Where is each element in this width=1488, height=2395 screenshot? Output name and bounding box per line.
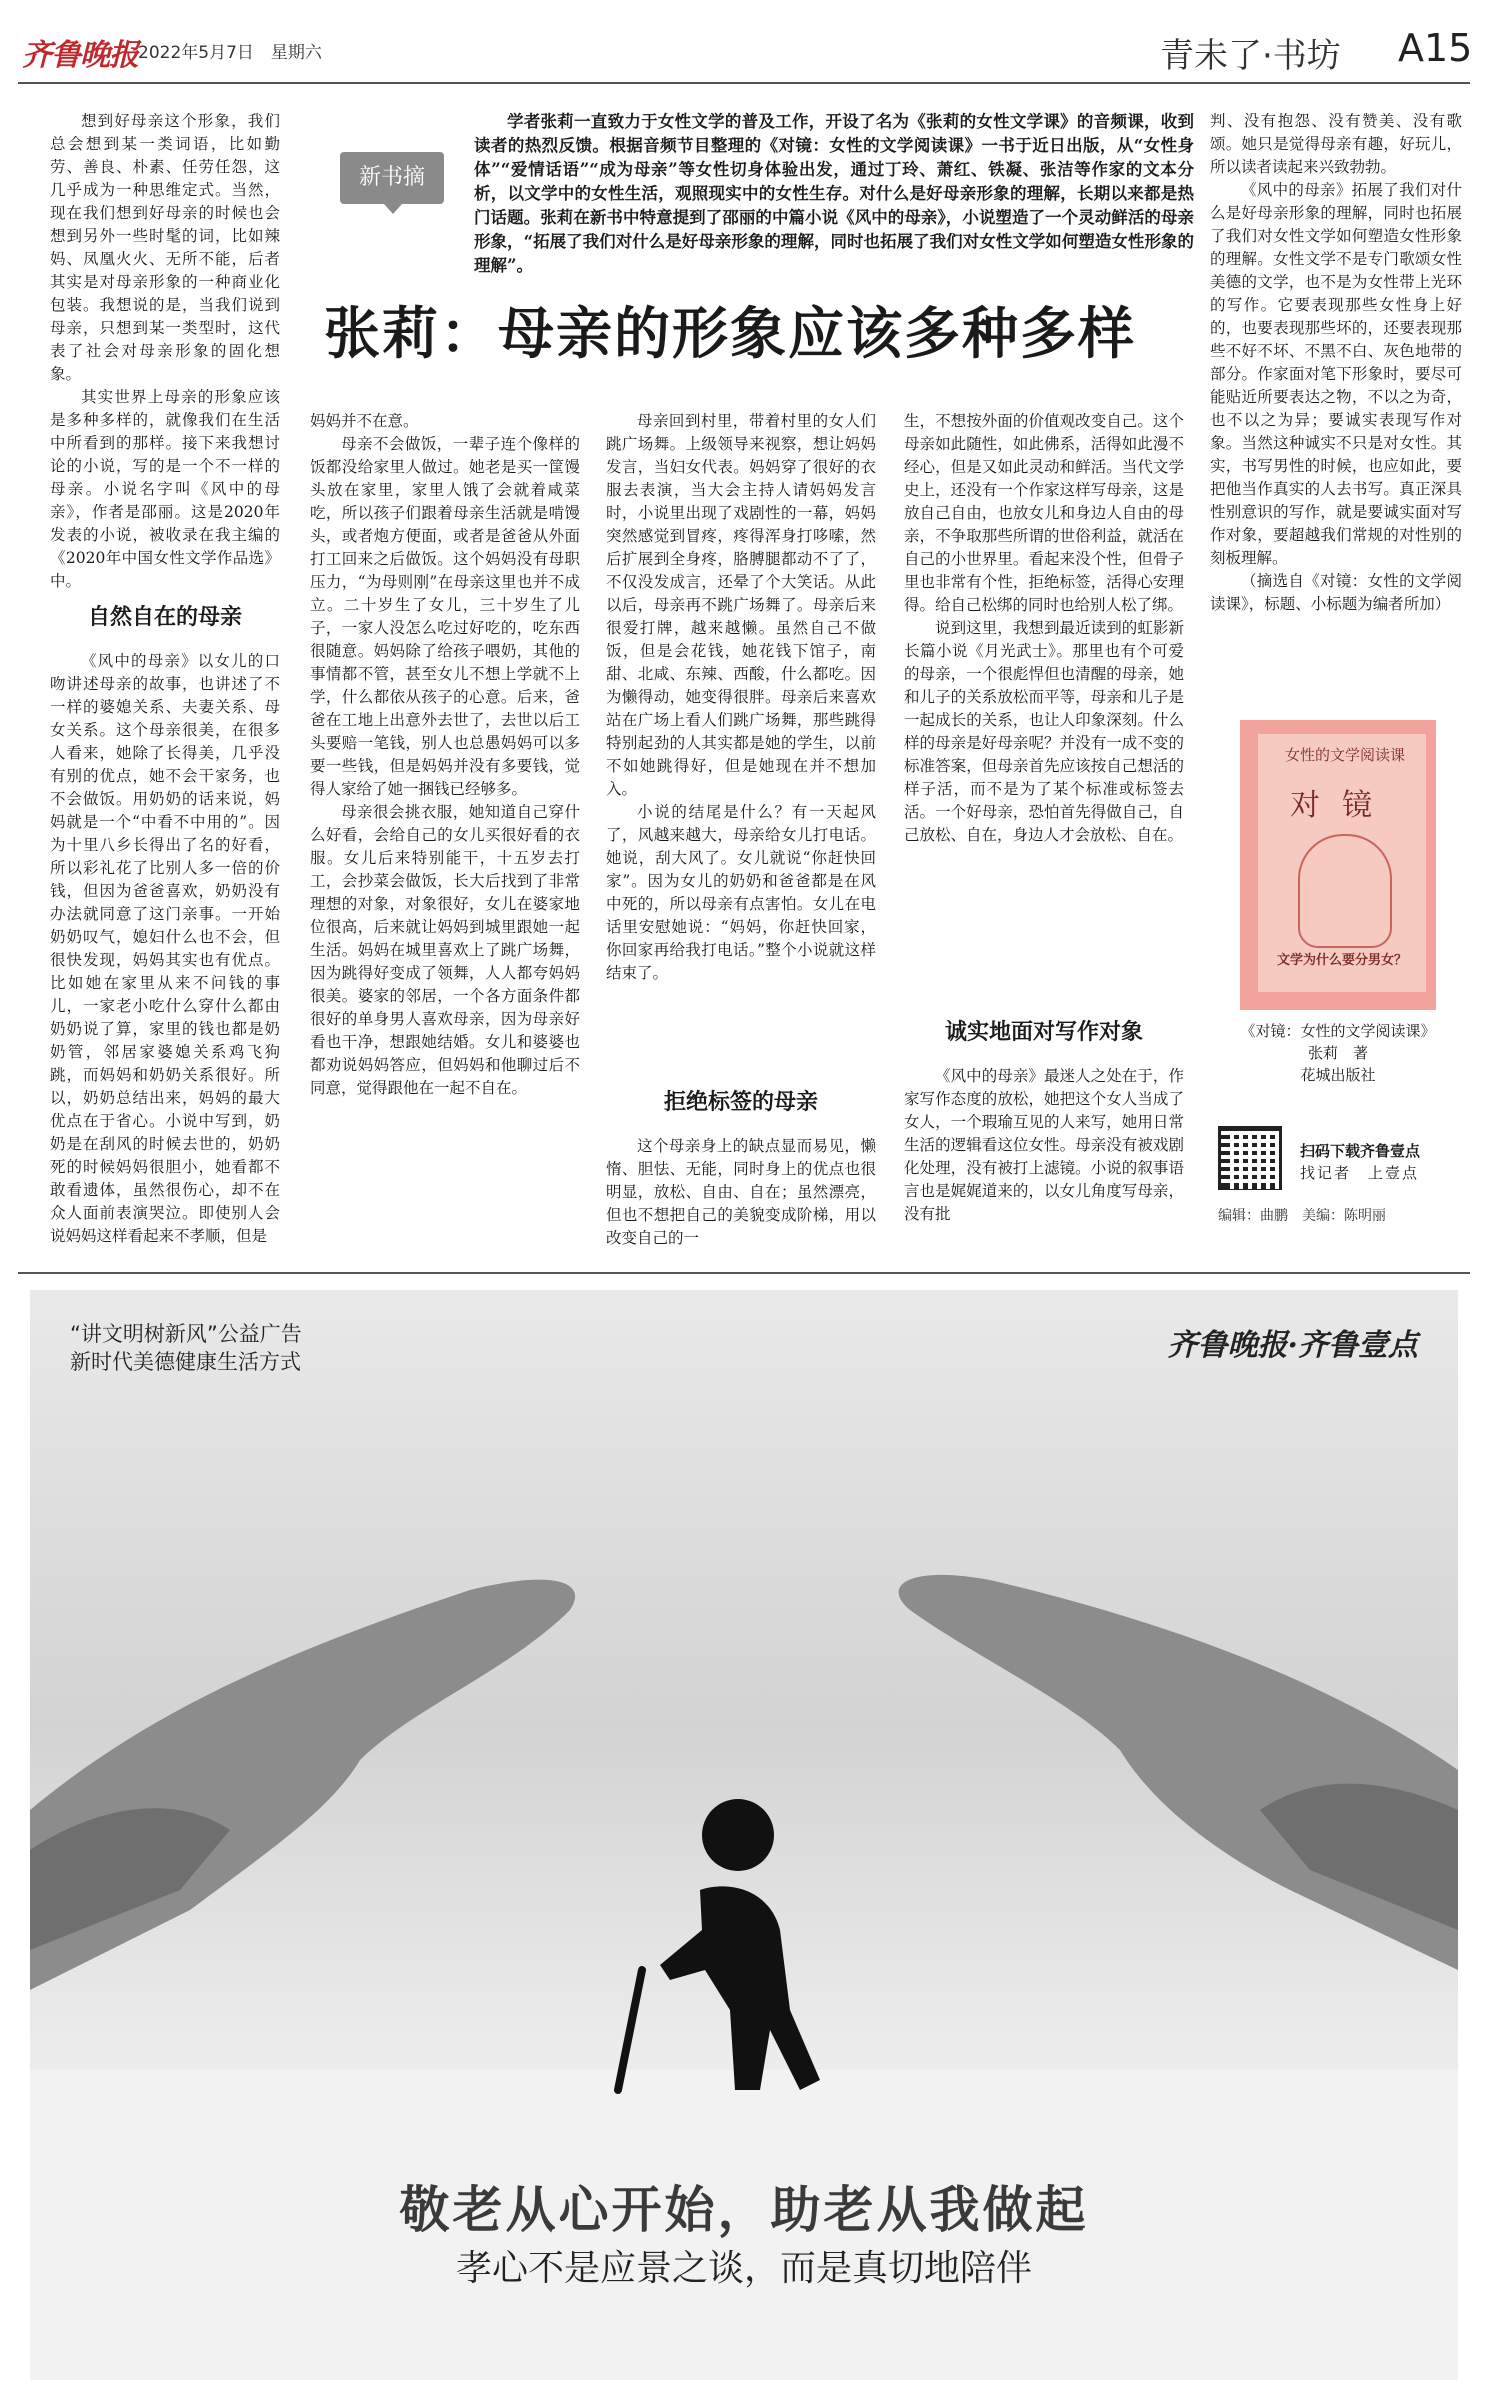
section-title: 青未了·书坊: [1160, 36, 1341, 76]
section-tag: 新书摘: [340, 152, 444, 204]
ad-slogan-2: 新时代美德健康生活方式: [70, 1350, 301, 1374]
paragraph: 这个母亲身上的缺点显而易见，懒惰、胆怯、无能，同时身上的优点也很明显，放松、自由、自在；虽然漂亮，但也不想把自己的美貌变成阶梯，用以改变自己的一: [606, 1137, 876, 1247]
book-cover-panel: [1258, 734, 1426, 992]
paragraph: 生，不想按外面的价值观改变自己。这个母亲如此随性，如此佛系，活得如此漫不经心，但是又如此灵动和鲜活。当代文学史上，还没有一个作家这样写母亲，这是放自己自由，也放女儿和身边人自由的母亲，不争取那些所谓的世俗利益，就活在自己的小世界里。看起来没个性，但骨子里也非常有个性，拒绝标签，活得心安理得。给自己松绑的同时也给别人松了绑。: [904, 412, 1184, 614]
paragraph: 其实世界上母亲的形象应该是多种多样的，就像我们在生活中所看到的那样。接下来我想讨论的小说，写的是一个不一样的母亲。小说名字叫《风中的母亲》，作者是邵丽。这是2020年发表的小说，被收录在我主编的《2020年中国女性文学作品选》中。: [50, 388, 280, 590]
ad-subline: 孝心不是应景之谈，而是真切地陪伴: [455, 2248, 1032, 2289]
elderly-person-icon: [660, 1799, 820, 2090]
book-cover-image: [1240, 720, 1436, 1010]
column-1b: [50, 650, 280, 1255]
column-5: [1210, 110, 1462, 700]
editor-credit: 编辑：曲鹏 美编：陈明丽: [1218, 1208, 1386, 1224]
article-intro: [474, 110, 1194, 278]
paragraph: （摘选自《对镜：女性的文学阅读课》，标题、小标题为编者所加）: [1210, 572, 1462, 613]
book-cover-subtitle: 女性的文学阅读课: [1284, 746, 1405, 764]
book-caption-publisher: 花城出版社: [1300, 1066, 1376, 1084]
subheading-3: 诚实地面对写作对象: [944, 1019, 1143, 1045]
qr-caption-1: 扫码下载齐鲁壹点: [1300, 1142, 1421, 1160]
paragraph: 想到好母亲这个形象，我们总会想到某一类词语，比如勤劳、善良、朴素、任劳任怨，这几乎成为一种思维定式。当然，现在我们想到好母亲的时候也会想到另外一些时髦的词，比如辣妈、凤凰火火、无所不能，后者其实是对母亲形象的一种商业化包装。我想说的是，当我们说到母亲，只想到某一类型时，这代表了社会对母亲形象的固化想象。: [50, 112, 280, 383]
paragraph: 说到这里，我想到最近读到的虹影新长篇小说《月光武士》。那里也有个可爱的母亲，一个很彪悍但也清醒的母亲，她和儿子的关系放松而平等，母亲和儿子是一起成长的关系，也让人印象深刻。什么样的母亲是好母亲呢？并没有一成不变的标准答案，但母亲首先应该按自己想活的样子活，而不是为了某个标准或标签去活。一个好母亲，恐怕首先得做自己，自己放松、自在，身边人才会放松、自在。: [904, 619, 1184, 844]
page-number: A15: [1398, 26, 1473, 70]
paragraph: 妈妈并不在意。: [310, 412, 419, 430]
column-4: [904, 410, 1184, 995]
paragraph: 判、没有抱怨、没有赞美、没有歌颂。她只是觉得母亲有趣，好玩儿，所以读者读起来兴致勃勃。: [1210, 112, 1462, 176]
book-caption-author: 张莉 著: [1307, 1044, 1368, 1062]
ad-divider-rule: [18, 1272, 1470, 1274]
qr-code-icon[interactable]: [1218, 1126, 1282, 1190]
paragraph: 母亲回到村里，带着村里的女人们跳广场舞。上级领导来视察，想让妈妈发言，当妇女代表。妈妈穿了很好的衣服去表演，当大会主持人请妈妈发言时，小说里出现了戏剧性的一幕，妈妈突然感觉到冒疼，疼得浑身打哆嗦，然后扩展到全身疼，胳膊腿都动不了了，不仅没发成言，还晕了个大笑话。从此以后，母亲再不跳广场舞了。母亲后来很爱打牌，越来越懒。虽然自己不做饭，但是会花钱，她花钱下馆子，南甜、北咸、东辣、西酸，什么都吃。因为懒得动，她变得很胖。母亲后来喜欢站在广场上看人们跳广场舞，那些跳得特别起劲的人其实都是她的学生，以前不如她跳得好，但是她现在并不想加入。: [606, 412, 876, 798]
issue-date: 2022年5月7日 星期六: [138, 43, 322, 63]
book-caption-title: 《对镜：女性的文学阅读课》: [1240, 1022, 1436, 1040]
column-3b: [606, 1135, 876, 1255]
newspaper-logo: 齐鲁晚报: [22, 38, 138, 73]
book-cover-tagline: 文学为什么要分男女？: [1276, 953, 1407, 968]
column-4b: [904, 1065, 1184, 1255]
subheading-1: 自然自在的母亲: [87, 604, 242, 630]
subheading-2: 拒绝标签的母亲: [663, 1089, 818, 1115]
paragraph: 《风中的母亲》最迷人之处在于，作家写作态度的放松，她把这个女人当成了女人，一个瑕瑜互见的人来写，她用日常生活的逻辑看这位女性。母亲没有被戏剧化处理，没有被打上滤镜。小说的叙事语言也是娓娓道来的，以女儿角度写母亲，没有批: [904, 1067, 1184, 1223]
paragraph: 母亲很会挑衣服，她知道自己穿什么好看，会给自己的女儿买很好看的衣服。女儿后来特别能干，十五岁去打工，会抄菜会做饭，长大后找到了非常理想的对象，对象很好，女儿在婆家地位很高，后来就让妈妈到城里跟她一起生活。妈妈在城里喜欢上了跳广场舞，因为跳得好变成了领舞，人人都夸妈妈很美。婆家的邻居，一个各方面条件都很好的单身男人喜欢母亲，因为母亲好看也干净，想跟她结婚。女儿和婆婆也都劝说妈妈答应，但妈妈和他聊过后不同意，觉得跟他在一起不自在。: [310, 803, 580, 1097]
article-headline: 张莉：母亲的形象应该多种多样: [324, 301, 1136, 367]
paragraph: 母亲不会做饭，一辈子连个像样的饭都没给家里人做过。她老是买一筐馒头放在家里，家里人饿了会就着咸菜吃，所以孩子们跟着母亲生活就是啃馒头，或者炮方便面，或者是爸爸从外面打工回来之后做饭。这个妈妈没有母职压力，“为母则刚”在母亲这里也并不成立。二十岁生了女儿，三十岁生了儿子，一家人没怎么吃过好吃的，吃东西很随意。妈妈除了给孩子喂奶，其他的事情都不管，甚至女儿不想上学就不上学，什么都依从孩子的心意。后来，爸爸在工地上出意外去世了，去世以后工头要赔一笔钱，别人也总愚妈妈可以多要一些钱，但是妈妈并没有多要钱，觉得人家给了她一捆钱已经够多。: [310, 435, 580, 798]
ad-logo: 齐鲁晚报·齐鲁壹点: [1167, 1328, 1418, 1363]
book-cover-title: 对镜: [1290, 788, 1394, 823]
column-3: [606, 410, 876, 1040]
column-1: [50, 110, 280, 590]
qr-caption-2: 找记者 上壹点: [1300, 1164, 1420, 1182]
ad-headline: 敬老从心开始，助老从我做起: [399, 2180, 1089, 2239]
public-service-ad: [30, 1290, 1458, 2380]
intro-text: 学者张莉一直致力于女性文学的普及工作，开设了名为《张莉的女性文学课》的音频课，收到读者的热烈反馈。根据音频节目整理的《对镜：女性的文学阅读课》一书于近日出版，从“女性身体”“爱情话语”“成为母亲”等女性切身体验出发，通过丁玲、萧红、铁凝、张洁等作家的文本分析，以文学中的女性生活，观照现实中的女性生存。对什么是好母亲形象的理解，长期以来都是热门话题。张莉在新书中特意提到了邵丽的中篇小说《风中的母亲》，小说塑造了一个灵动鲜活的母亲形象，“拓展了我们对什么是好母亲形象的理解，同时也拓展了我们对女性文学如何塑造女性形象的理解”。: [474, 112, 1194, 275]
paragraph: 《风中的母亲》以女儿的口吻讲述母亲的故事，也讲述了不一样的婆媳关系、夫妻关系、母女关系。这个母亲很美，在很多人看来，她除了长得美，几乎没有别的优点，她不会干家务，也不会做饭。用奶奶的话来说，妈妈就是一个“中看不中用的”。因为十里八乡长得出了名的好看，所以彩礼花了比别人多一倍的价钱，但因为爸爸喜欢，奶奶没有办法就同意了这门亲事。一开始奶奶叹气，媳妇什么也不会，但很快发现，妈妈其实也有优点。比如她在家里从来不问钱的事儿，一家老小吃什么穿什么都由奶奶说了算，家里的钱也都是奶奶管，邻居家婆媳关系鸡飞狗跳，而妈妈和奶奶关系很好。所以，奶奶总结出来，妈妈的最大优点在于省心。小说中写到，奶奶是在刮风的时候去世的，奶奶死的时候妈妈很胆小，她看都不敢看遗体，虽然很伤心，却不在众人面前表演哭泣。即使别人会说妈妈这样看起来不孝顺，但是: [50, 652, 280, 1245]
right-hand-icon: [899, 1575, 1458, 1970]
header-rule: [18, 82, 1470, 84]
column-2: [310, 410, 580, 1255]
face-illustration-icon: [1298, 834, 1392, 948]
left-hand-icon: [30, 1580, 575, 1990]
ad-slogan-1: “讲文明树新风”公益广告: [70, 1322, 302, 1346]
paragraph: 《风中的母亲》拓展了我们对什么是好母亲形象的理解，同时也拓展了我们对女性文学如何塑造女性形象的理解。女性文学不是专门歌颂女性美德的文学，也不是为女性带上光环的写作。它要表现那些女性身上好的，也要表现那些坏的，还要表现那些不好不坏、不黑不白、灰色地带的部分。作家面对笔下形象时，要尽可能贴近所要表达之物，不以之为奇，也不以之为异；要诚实表现写作对象。当然这种诚实不只是对女性。其实，书写男性的时候，也应如此，要把他当作真实的人去书写。真正深具性别意识的写作，就是要诚实面对写作对象，要超越我们常规的对性别的刻板理解。: [1210, 181, 1462, 567]
paragraph: 小说的结尾是什么？有一天起风了，风越来越大，母亲给女儿打电话。她说，刮大风了。女儿就说“你赶快回家”。因为女儿的奶奶和爸爸都是在风中死的，所以母亲有点害怕。女儿在电话里安慰她说：“妈妈，你赶快回家，你回家再给我打电话。”整个小说就这样结束了。: [606, 803, 876, 982]
book-caption: [1228, 1020, 1448, 1086]
